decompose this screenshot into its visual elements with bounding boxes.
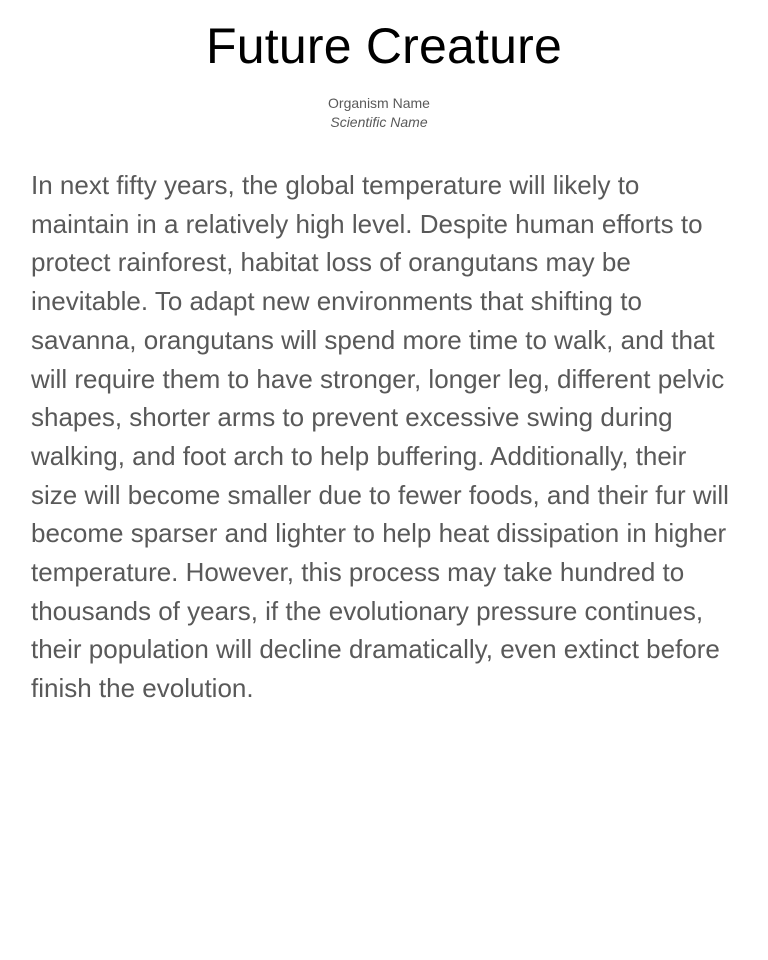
scientific-name: Scientific Name bbox=[330, 114, 428, 130]
organism-info bbox=[0, 94, 758, 132]
description-paragraph: In next fifty years, the global temperature will likely to maintain in a relatively high level. Despite human efforts to protect rainforest, habitat loss of orangutans may be inevitable. To adapt new environments that shifting to savanna, orangutans will spend more time to walk, and that will require them to have stronger, longer leg, different pelvic shapes, shorter arms to prevent excessive swing during walking, and foot arch to help buffering. Additionally, their size will become smaller due to fewer foods, and their fur will become sparser and lighter to help heat dissipation in higher temperature. However, this process may take hundred to thousands of years, if the evolutionary pressure continues, their population will decline dramatically, even extinct before finish the evolution. bbox=[31, 170, 729, 704]
page-title: Future Creature bbox=[206, 18, 562, 74]
organism-name: Organism Name bbox=[328, 95, 430, 111]
